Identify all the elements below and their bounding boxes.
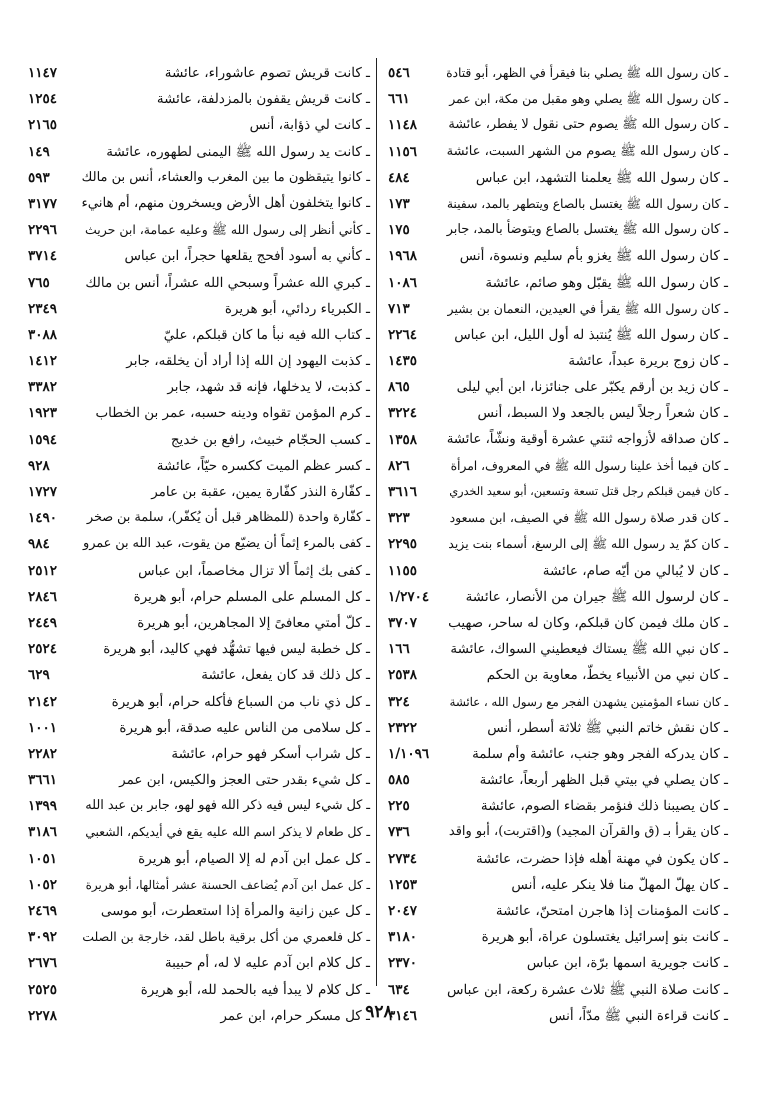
index-entry <box>384 322 728 348</box>
index-entry <box>20 846 370 872</box>
hadith-text: ـ كان رسول الله ﷺ يغزو بأم سليم ونسوة، أنس <box>459 248 728 265</box>
hadith-text: ـ كانت يد رسول الله ﷺ اليمنى لطهوره، عائشة <box>106 143 370 160</box>
hadith-text: ـ كانوا يتخلفون أهل الأرض ويسخرون منهم، أم هانيء <box>81 195 370 211</box>
hadith-number: ٣١٨٠ <box>388 929 418 946</box>
hadith-text: ـ كانت قراءة النبي ﷺ مدّاً، أنس <box>548 1007 728 1024</box>
hadith-text: ـ كان رسول الله ﷺ يصوم حتى نقول لا يفطر، عائشة <box>448 117 728 133</box>
index-entry <box>384 348 728 374</box>
hadith-number: ٢١٤٢ <box>28 693 58 710</box>
hadith-number: ٣١٤٦ <box>388 1007 418 1024</box>
hadith-number: ٣٧٠٧ <box>388 614 418 631</box>
hadith-number: ١٤٩ <box>28 143 50 160</box>
index-entry <box>384 505 728 531</box>
hadith-number: ٢١٦٥ <box>28 117 58 134</box>
hadith-number: ٧١٣ <box>388 300 410 317</box>
hadith-number: ٣١٨٦ <box>28 824 58 841</box>
index-entry <box>20 924 370 950</box>
index-entry <box>384 427 728 453</box>
index-entry <box>384 243 728 269</box>
hadith-number: ٢٣٧٠ <box>388 955 418 972</box>
hadith-number: ٢٦٧٦ <box>28 955 58 972</box>
index-entry <box>20 400 370 426</box>
index-entry <box>384 165 728 191</box>
index-entry <box>384 139 728 165</box>
index-entry <box>384 86 728 112</box>
hadith-number: ١٠٥١ <box>28 850 58 867</box>
hadith-text: ـ كل شيء ليس فيه ذكر الله فهو لهو، جابر بن عبد الله <box>85 798 370 814</box>
hadith-text: ـ كانوا يتيقظون ما بين المغرب والعشاء، أنس بن مالك <box>81 169 370 185</box>
hadith-number: ١/١٠٩٦ <box>388 745 430 762</box>
index-entry <box>20 819 370 845</box>
index-entry <box>20 636 370 662</box>
hadith-text: ـ كان رسول الله ﷺ يعلمنا التشهد، ابن عباس <box>475 169 728 186</box>
hadith-text: ـ كان رسول الله ﷺ يصلي بنا فيقرأ في الظهر، أبو قتادة <box>446 66 728 80</box>
hadith-number: ٢٢٨٢ <box>28 745 58 762</box>
hadith-text: ـ كان يصلي في بيتي قبل الظهر أربعاً، عائشة <box>479 772 728 789</box>
hadith-text: ـ كل ذلك قد كان يفعل، عائشة <box>201 667 370 684</box>
hadith-text: ـ كل كلام ابن آدم عليه لا له، أم حبيبة <box>164 955 370 972</box>
hadith-text: ـ كان زيد بن أرقم يكبّر على جنائزنا، ابن أبي ليلى <box>456 379 728 396</box>
index-entry <box>384 558 728 584</box>
hadith-number: ٢٥١٢ <box>28 562 58 579</box>
hadith-text: ـ كان يقرأ بـ (ق والقرآن المجيد) و(اقتربت)، أبو واقد <box>448 824 728 840</box>
hadith-text: ـ كل المسلم على المسلم حرام، أبو هريرة <box>133 588 370 605</box>
hadith-text: ـ كل عمل ابن آدم يُضاعف الحسنة عشر أمثالها، أبو هريرة <box>85 877 370 892</box>
hadith-number: ٣١٧٧ <box>28 195 58 212</box>
index-entry <box>20 296 370 322</box>
index-entry <box>20 112 370 138</box>
hadith-number: ١٣٩٩ <box>28 798 58 815</box>
index-entry <box>384 689 728 715</box>
hadith-text: ـ كل طعام لا يذكر اسم الله عليه يقع في أيديكم، الشعبي <box>85 825 370 840</box>
hadith-number: ١٩٢٣ <box>28 405 58 422</box>
hadith-number: ١٧٣ <box>388 195 410 212</box>
index-entry <box>20 348 370 374</box>
hadith-text: ـ كان رسول الله ﷺ يغتسل بالصاع ويتطهر بالمد، سفينة <box>446 196 728 211</box>
index-entry <box>20 479 370 505</box>
index-entry <box>20 584 370 610</box>
hadith-text: ـ كان نبي من الأنبياء يخطّ، معاوية بن الحكم <box>486 667 728 684</box>
hadith-number: ٥٤٦ <box>388 65 410 81</box>
hadith-number: ١٤٩٠ <box>28 510 58 527</box>
hadith-text: ـ كان يصيبنا ذلك فنؤمر بقضاء الصوم، عائشة <box>480 798 728 815</box>
hadith-number: ١٧٥ <box>388 222 410 239</box>
hadith-number: ٢٣٤٩ <box>28 300 58 317</box>
hadith-text: ـ كل عمل ابن آدم له إلا الصيام، أبو هريرة <box>138 850 370 867</box>
index-entry <box>20 191 370 217</box>
hadith-text: ـ كان قدر صلاة رسول الله ﷺ في الصيف، ابن مسعود <box>449 510 728 526</box>
hadith-text: ـ كان كمّ يد رسول الله ﷺ إلى الرسغ، أسماء بنت يزيد <box>448 536 728 552</box>
index-entry <box>20 322 370 348</box>
hadith-number: ١١٥٦ <box>388 143 418 160</box>
hadith-text: ـ كل خطبة ليس فيها تشهُّد فهي كاليد، أبو هريرة <box>103 641 370 658</box>
hadith-number: ٣٢٣ <box>388 510 410 527</box>
hadith-number: ١٢٥٣ <box>388 876 418 893</box>
hadith-text: ـ كان لرسول الله ﷺ جيران من الأنصار، عائشة <box>465 588 728 605</box>
hadith-text: ـ كذبت اليهود إن الله إذا أراد أن يخلقه، جابر <box>126 353 370 370</box>
hadith-text: ـ كل عين زانية والمرأة إذا استعطرت، أبو موسى <box>100 903 370 919</box>
hadith-number: ٥٨٥ <box>388 772 410 789</box>
hadith-text: ـ الكبرياء ردائي، أبو هريرة <box>224 300 370 317</box>
index-entry <box>384 715 728 741</box>
hadith-number: ٩٢٨ <box>28 457 50 474</box>
hadith-text: ـ كان ملك فيمن كان قبلكم، وكان له ساحر، صهيب <box>448 614 728 631</box>
hadith-text: ـ كفى بالمرء إثماً أن يضيّع من يقوت، عبد الله بن عمرو <box>83 536 370 552</box>
hadith-number: ٢٠٤٧ <box>388 903 418 919</box>
hadith-number: ١٠٠١ <box>28 719 58 736</box>
hadith-number: ٣٦٦١ <box>28 772 58 789</box>
index-entry <box>20 662 370 688</box>
hadith-number: ١٢٥٤ <box>28 91 58 108</box>
index-entry <box>384 270 728 296</box>
hadith-number: ٢٤٤٩ <box>28 614 58 631</box>
hadith-number: ١٠٨٦ <box>388 274 418 291</box>
hadith-number: ١٩٦٨ <box>388 248 418 265</box>
hadith-text: ـ كفّارة واحدة (للمظاهر قبل أن يُكفّر)، سلمة بن صخر <box>86 510 370 526</box>
hadith-text: ـ كانت المؤمنات إذا هاجرن امتحنّ، عائشة <box>495 903 728 919</box>
hadith-number: ٨٢٦ <box>388 457 410 474</box>
hadith-number: ١٦٦ <box>388 641 410 658</box>
index-entry <box>20 531 370 557</box>
hadith-number: ٦٣٤ <box>388 981 410 998</box>
hadith-text: ـ كرم المؤمن تقواه ودينه حسبه، عمر بن الخطاب <box>95 405 370 422</box>
index-entry <box>384 531 728 557</box>
hadith-number: ٣٢٤ <box>388 693 410 710</box>
hadith-text: ـ كان رسول الله ﷺ يصوم من الشهر السبت، عائشة <box>446 143 728 159</box>
index-entry <box>384 374 728 400</box>
hadith-text: ـ كان رسول الله ﷺ يقبّل وهو صائم، عائشة <box>485 274 728 291</box>
hadith-number: ٢٨٤٦ <box>28 588 58 605</box>
hadith-number: ١١٤٨ <box>388 117 418 134</box>
hadith-number: ٨٦٥ <box>388 379 410 396</box>
index-entry <box>20 898 370 924</box>
hadith-text: ـ كان لا يُبالي من أيّه صام، عائشة <box>542 562 728 579</box>
hadith-text: ـ كان نبي الله ﷺ يستاك فيعطيني السواك، عائشة <box>450 641 728 658</box>
hadith-number: ٧٣٦ <box>388 824 410 841</box>
index-entry <box>20 60 370 86</box>
hadith-number: ٦٦١ <box>388 91 410 108</box>
hadith-number: ٢٢٧٨ <box>28 1007 58 1024</box>
hadith-number: ٢٥٣٨ <box>388 667 418 684</box>
index-entry <box>384 662 728 688</box>
hadith-text: ـ كان صداقه لأزواجه ثنتي عشرة أوقية ونشّاً، عائشة <box>446 431 728 447</box>
hadith-number: ١٧٢٧ <box>28 484 58 500</box>
index-entry <box>20 165 370 191</box>
hadith-text: ـ كان يدركه الفجر وهو جنب، عائشة وأم سلمة <box>472 745 728 762</box>
hadith-text: ـ كان رسول الله ﷺ يُنتبذ له أول الليل، ابن عباس <box>454 326 728 343</box>
index-entry <box>384 453 728 479</box>
index-column-left <box>20 60 370 1029</box>
hadith-text: ـ كان فيما أخذ علينا رسول الله ﷺ في المعروف، امرأة <box>450 458 728 473</box>
hadith-text: ـ كل سلامى من الناس عليه صدقة، أبو هريرة <box>119 719 370 736</box>
hadith-text: ـ كانت صلاة النبي ﷺ ثلاث عشرة ركعة، ابن عباس <box>447 981 728 998</box>
hadith-text: ـ كل فلعمري من أكل برقية باطل لقد، خارجة بن الصلت <box>82 929 370 945</box>
index-entry <box>20 977 370 1003</box>
hadith-text: ـ كل شراب أسكر فهو حرام، عائشة <box>171 745 370 762</box>
hadith-number: ٢٥٢٤ <box>28 641 58 658</box>
hadith-text: ـ كان نساء المؤمنين يشهدن الفجر مع رسول الله ، عائشة <box>449 694 728 709</box>
index-entry <box>384 636 728 662</box>
hadith-number: ٢٣٢٢ <box>388 719 418 736</box>
index-entry <box>20 610 370 636</box>
hadith-text: ـ كان يهلّ المهلّ منا فلا ينكر عليه، أنس <box>511 876 728 893</box>
index-entry <box>384 767 728 793</box>
index-entry <box>384 296 728 322</box>
hadith-number: ٢٤٦٩ <box>28 903 58 919</box>
hadith-text: ـ كان رسول الله ﷺ يصلي وهو مقبل من مكة، ابن عمر <box>449 92 728 107</box>
hadith-number: ٣٢٢٤ <box>388 405 418 422</box>
hadith-text: ـ كأني به أسود أفحج يقلعها حجراً، ابن عباس <box>124 248 370 265</box>
hadith-text: ـ كتاب الله فيه نبأ ما كان قبلكم، عليّ <box>163 326 370 343</box>
hadith-text: ـ كان نقش خاتم النبي ﷺ ثلاثة أسطر، أنس <box>487 719 728 736</box>
index-entry <box>384 950 728 976</box>
index-entry <box>384 898 728 924</box>
hadith-number: ٦٢٩ <box>28 667 50 684</box>
hadith-text: ـ كان يكون في مهنة أهله فإذا حضرت، عائشة <box>476 850 728 867</box>
index-column-right <box>384 60 728 1029</box>
hadith-text: ـ كلّ أمتي معافىً إلا المجاهرين، أبو هريرة <box>137 614 370 631</box>
index-entry <box>20 741 370 767</box>
index-entry <box>384 741 728 767</box>
hadith-text: ـ كانت جويرية اسمها برّة، ابن عباس <box>526 955 728 972</box>
hadith-text: ـ كل مسكر حرام، ابن عمر <box>220 1007 370 1024</box>
hadith-number: ٢٥٢٥ <box>28 981 58 998</box>
hadith-number: ٢٢٩٦ <box>28 222 58 239</box>
index-entry <box>20 374 370 400</box>
index-entry <box>20 505 370 531</box>
hadith-text: ـ كل شيء بقدر حتى العجز والكيس، ابن عمر <box>119 772 370 789</box>
hadith-text: ـ كانت قريش يقفون بالمزدلفة، عائشة <box>156 91 370 108</box>
hadith-text: ـ كفّارة النذر كفّارة يمين، عقبة بن عامر <box>151 484 370 500</box>
index-entry <box>384 112 728 138</box>
hadith-number: ٣٧١٤ <box>28 248 58 265</box>
hadith-text: ـ كسر عظم الميت ككسره حيّاً، عائشة <box>156 457 370 474</box>
index-entry <box>20 217 370 243</box>
hadith-text: ـ كانت قريش تصوم عاشوراء، عائشة <box>164 65 370 81</box>
index-entry <box>384 479 728 505</box>
hadith-number: ١٥٩٤ <box>28 431 58 448</box>
hadith-text: ـ كان فيمن قبلكم رجل قتل تسعة وتسعين، أبو سعيد الخدري <box>449 485 728 498</box>
index-entry <box>20 270 370 296</box>
hadith-number: ١٠٥٢ <box>28 876 58 893</box>
hadith-text: ـ كانت لي ذؤابة، أنس <box>249 117 370 134</box>
hadith-text: ـ كل ذي ناب من السباع فأكله حرام، أبو هريرة <box>111 693 370 710</box>
index-entry <box>20 872 370 898</box>
index-entry <box>20 243 370 269</box>
hadith-number: ١٤١٢ <box>28 353 58 370</box>
hadith-number: ١٤٣٥ <box>388 353 418 370</box>
index-entry <box>384 977 728 1003</box>
hadith-number: ١١٥٥ <box>388 562 418 579</box>
index-entry <box>20 689 370 715</box>
hadith-number: ١/٢٧٠٤ <box>388 588 430 605</box>
hadith-text: ـ كان رسول الله ﷺ يغتسل بالصاع ويتوضأ بالمد، جابر <box>446 222 728 238</box>
index-entry <box>384 217 728 243</box>
index-entry <box>20 139 370 165</box>
index-entry <box>384 819 728 845</box>
index-entry <box>20 715 370 741</box>
hadith-number: ٥٩٣ <box>28 169 50 186</box>
hadith-text: ـ كسب الحجّام خبيث، رافع بن خديج <box>170 431 370 448</box>
hadith-number: ٤٨٤ <box>388 169 410 186</box>
hadith-number: ٣٠٨٨ <box>28 326 58 343</box>
hadith-number: ٣٦١٦ <box>388 484 418 500</box>
index-entry <box>384 60 728 86</box>
index-entry <box>20 86 370 112</box>
column-divider <box>376 58 377 986</box>
page-number: ٩٢٨ <box>365 1002 393 1022</box>
index-entry <box>20 558 370 584</box>
hadith-number: ٧٦٥ <box>28 274 50 291</box>
hadith-text: ـ كان رسول الله ﷺ يقرأ في العيدين، النعمان بن بشير <box>447 300 728 316</box>
index-entry <box>384 924 728 950</box>
hadith-number: ٣٠٩٢ <box>28 929 58 946</box>
index-entry <box>384 610 728 636</box>
hadith-number: ٢٢٥ <box>388 798 410 815</box>
hadith-number: ٢٢٩٥ <box>388 536 418 553</box>
hadith-number: ٣٣٨٢ <box>28 379 58 396</box>
index-entry <box>384 191 728 217</box>
index-entry <box>20 767 370 793</box>
hadith-number: ٢٢٦٤ <box>388 326 418 343</box>
index-entry <box>20 453 370 479</box>
hadith-number: ٩٨٤ <box>28 536 50 553</box>
hadith-text: ـ كان شعراً رجلاً ليس بالجعد ولا السبط، أنس <box>477 405 728 422</box>
hadith-text: ـ كأني أنظر إلى رسول الله ﷺ وعليه عمامة، ابن حريث <box>84 222 370 238</box>
index-entry <box>20 793 370 819</box>
index-entry <box>20 427 370 453</box>
hadith-text: ـ كانت بنو إسرائيل يغتسلون عراة، أبو هريرة <box>481 929 728 946</box>
hadith-text: ـ كبري الله عشراً وسبحي الله عشراً، أنس بن مالك <box>85 274 370 291</box>
hadith-text: ـ كذبت، لا يدخلها، فإنه قد شهد، جابر <box>167 379 370 396</box>
index-entry <box>20 950 370 976</box>
hadith-text: ـ كان زوج بريرة عبداً، عائشة <box>568 353 728 370</box>
hadith-number: ٢٧٣٤ <box>388 850 418 867</box>
index-entry <box>384 400 728 426</box>
index-entry <box>384 584 728 610</box>
hadith-number: ١١٤٧ <box>28 65 58 81</box>
index-entry <box>384 872 728 898</box>
hadith-text: ـ كل كلام لا يبدأ فيه بالحمد لله، أبو هريرة <box>140 981 370 998</box>
hadith-text: ـ كفى بك إثماً ألا تزال مخاصماً، ابن عباس <box>138 562 370 579</box>
hadith-number: ١٣٥٨ <box>388 431 418 448</box>
index-entry <box>384 793 728 819</box>
index-entry <box>384 846 728 872</box>
